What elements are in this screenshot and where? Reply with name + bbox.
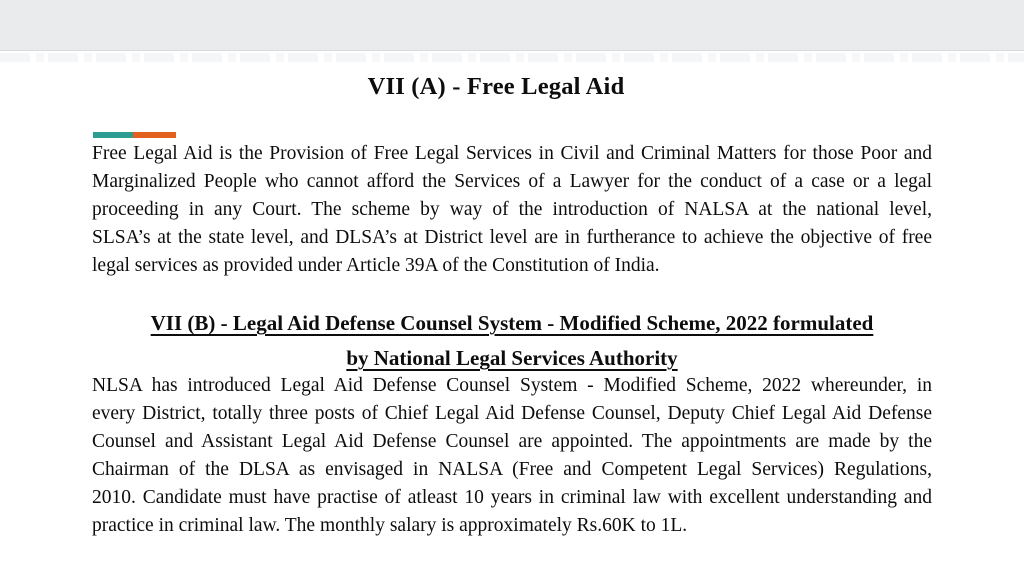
text-line: practice in criminal law. The monthly salary is approximately Rs.60K to 1L. xyxy=(92,515,688,536)
text-line: Chairman of the DLSA as envisaged in NALSA (Free and Competent Legal Services) Regulations, xyxy=(92,459,932,480)
divider-orange-segment xyxy=(133,132,176,138)
text-line: NLSA has introduced Legal Aid Defense Counsel System - Modified Scheme, 2022 whereunder, in xyxy=(92,375,932,396)
heading-line: by National Legal Services Authority xyxy=(346,346,678,370)
text-line: every District, totally three posts of Chief Legal Aid Defense Counsel, Deputy Chief Legal Aid Defense xyxy=(92,403,932,424)
paragraph-ladcs-scheme xyxy=(92,372,932,540)
text-line: Counsel and Assistant Legal Aid Defense Counsel are appointed. The appointments are made by the xyxy=(92,431,932,452)
section-heading-ladcs xyxy=(92,306,932,376)
title-row xyxy=(0,70,992,104)
text-line: Marginalized People who cannot afford the Services of a Lawyer for the conduct of a case or a legal xyxy=(92,171,932,192)
text-line: 2010. Candidate must have practise of atleast 10 years in criminal law with excellent understanding and xyxy=(92,487,932,508)
heading-line: VII (B) - Legal Aid Defense Counsel System - Modified Scheme, 2022 formulated xyxy=(150,311,874,335)
text-line: proceeding in any Court. The scheme by way of the introduction of NALSA at the national level, xyxy=(92,199,932,220)
text-line: SLSA’s at the state level, and DLSA’s at District level are in furtherance to achieve the objective of free xyxy=(92,227,932,248)
divider-teal-segment xyxy=(93,132,133,138)
paragraph-free-legal-aid xyxy=(92,140,932,280)
header-band xyxy=(0,0,1024,51)
text-line: Free Legal Aid is the Provision of Free Legal Services in Civil and Criminal Matters for those Poor and xyxy=(92,143,932,164)
accent-divider xyxy=(93,132,176,138)
text-line: legal services as provided under Article 39A of the Constitution of India. xyxy=(92,255,660,276)
header-band-pattern xyxy=(0,53,1024,62)
slide-title: VII (A) - Free Legal Aid xyxy=(367,73,625,100)
